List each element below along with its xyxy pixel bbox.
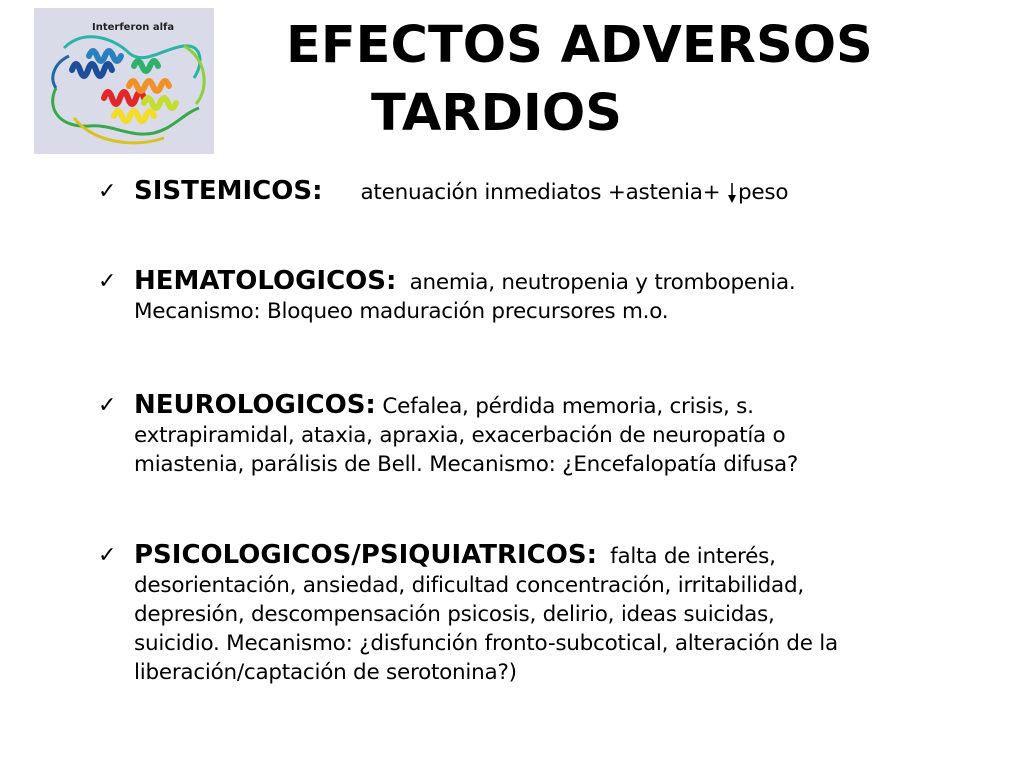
bullet-text <box>134 391 994 479</box>
bullet-line: liberación/captación de serotonina?) <box>134 660 517 685</box>
bullet-line: miastenia, parálisis de Bell. Mecanismo: ¿Encefalopatía difusa? <box>134 452 799 477</box>
slide-title-line1: EFECTOS ADVERSOS <box>286 16 873 75</box>
bullet-heading: PSICOLOGICOS/PSIQUIATRICOS: <box>134 540 597 570</box>
slide-title-line2: TARDIOS <box>371 84 622 143</box>
interferon-figure <box>34 8 214 154</box>
bullet-line: extrapiramidal, ataxia, apraxia, exacerbación de neuropatía o <box>134 423 786 448</box>
bullet-line: suicidio. Mecanismo: ¿disfunción fronto-subcotical, alteración de la <box>134 631 838 656</box>
figure-label: Interferon alfa <box>92 22 175 33</box>
bullet-text <box>134 177 994 207</box>
bullet-heading: SISTEMICOS: <box>134 176 323 206</box>
bullet-heading: HEMATOLOGICOS: <box>134 266 397 296</box>
bullet-line: anemia, neutropenia y trombopenia. <box>409 270 796 295</box>
checkmark-icon: ✓ <box>98 543 117 568</box>
bullet-line: desorientación, ansiedad, dificultad concentración, irritabilidad, <box>134 573 804 598</box>
bullet-line: Mecanismo: Bloqueo maduración precursores m.o. <box>134 299 669 324</box>
checkmark-icon: ✓ <box>98 179 117 204</box>
bullet-text <box>134 541 994 687</box>
down-arrow-icon <box>727 183 737 203</box>
checkmark-icon: ✓ <box>98 269 117 294</box>
bullet-heading: NEUROLOGICOS: <box>134 390 376 420</box>
checkmark-icon: ✓ <box>98 393 117 418</box>
bullet-body: atenuación inmediatos +astenia+ <box>360 180 728 205</box>
bullet-line: falta de interés, <box>610 544 776 569</box>
bullet-line: depresión, descompensación psicosis, delirio, ideas suicidas, <box>134 602 775 627</box>
bullet-line: Cefalea, pérdida memoria, crisis, s. <box>382 394 754 419</box>
bullet-body-after: peso <box>738 180 789 205</box>
bullet-text <box>134 267 994 326</box>
